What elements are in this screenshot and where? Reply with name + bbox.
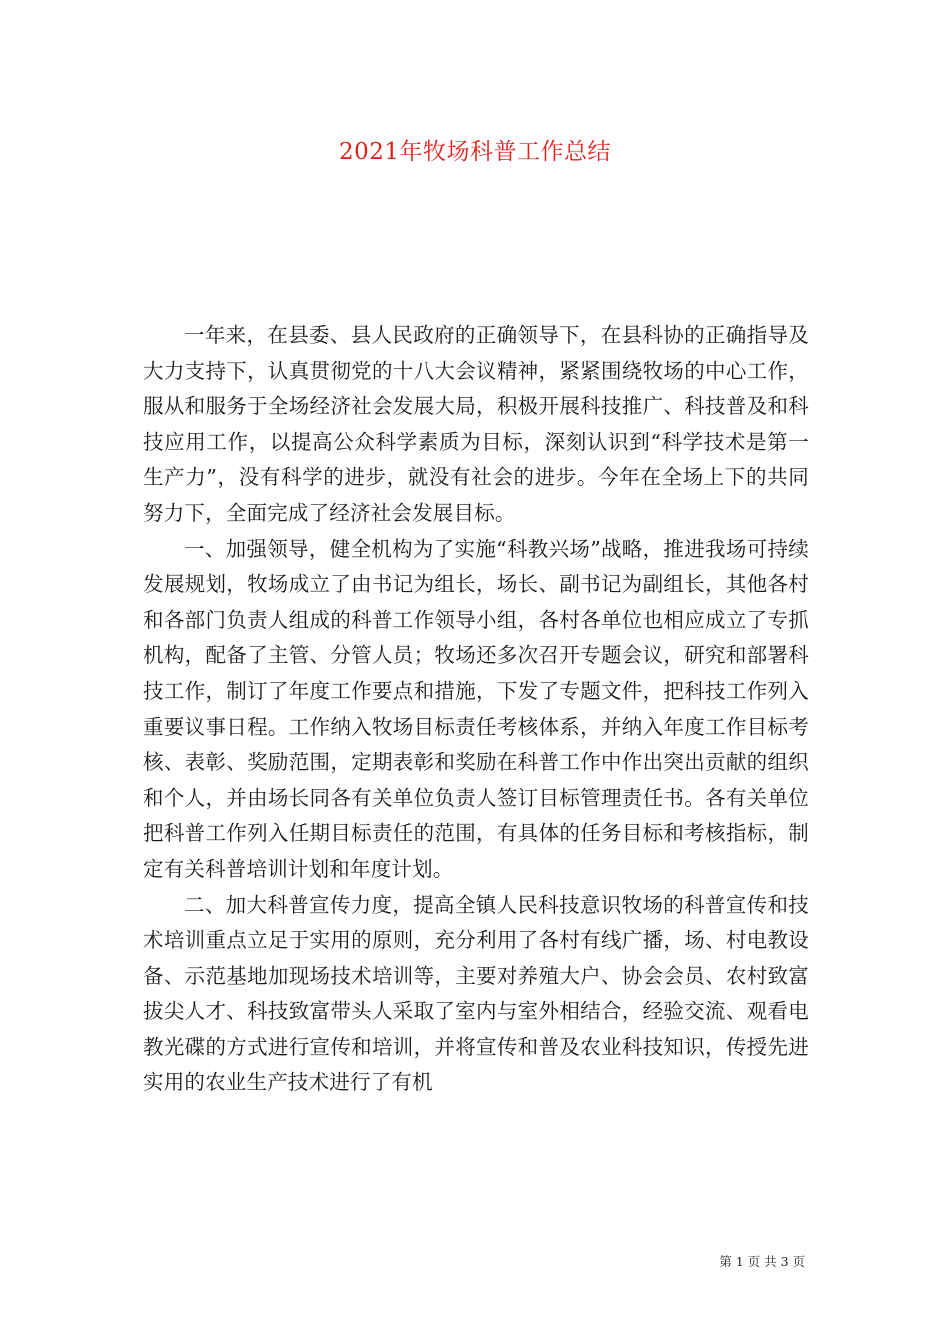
document-body <box>143 318 809 1101</box>
paragraph-section-one: 一、加强领导，健全机构为了实施“科教兴场”战略，推进我场可持续发展规划，牧场成立了由书记为组长，场长、副书记为副组长，其他各村和各部门负责人组成的科普工作领导小组，各村各单位也相应成立了专抓机构，配备了主管、分管人员；牧场还多次召开专题会议，研究和部署科技工作，制订了年度工作要点和措施，下发了专题文件，把科技工作列入重要议事日程。工作纳入牧场目标责任考核体系，并纳入年度工作目标考核、表彰、奖励范围，定期表彰和奖励在科普工作中作出突出贡献的组织和个人，并由场长同各有关单位负责人签订目标管理责任书。各有关单位把科普工作列入任期目标责任的范围，有具体的任务目标和考核指标，制定有关科普培训计划和年度计划。 <box>143 536 809 881</box>
page-number-footer: 第 1 页 共 3 页 <box>719 1254 805 1269</box>
paragraph-intro: 一年来，在县委、县人民政府的正确领导下，在县科协的正确指导及大力支持下，认真贯彻党的十八大会议精神，紧紧围绕牧场的中心工作，服从和服务于全场经济社会发展大局，积极开展科技推广、科技普及和科技应用工作，以提高公众科学素质为目标，深刻认识到“科学技术是第一生产力”，没有科学的进步，就没有社会的进步。今年在全场上下的共同努力下，全面完成了经济社会发展目标。 <box>143 323 809 525</box>
document-title: 2021年牧场科普工作总结 <box>338 139 612 165</box>
paragraph-section-two: 二、加大科普宣传力度，提高全镇人民科技意识牧场的科普宣传和技术培训重点立足于实用的原则，充分利用了各村有线广播，场、村电教设备、示范基地加现场技术培训等，主要对养殖大户、协会会员、农村致富拔尖人才、科技致富带头人采取了室内与室外相结合，经验交流、观看电教光碟的方式进行宣传和培训，并将宣传和普及农业科技知识，传授先进实用的农业生产技术进行了有机 <box>143 892 809 1095</box>
